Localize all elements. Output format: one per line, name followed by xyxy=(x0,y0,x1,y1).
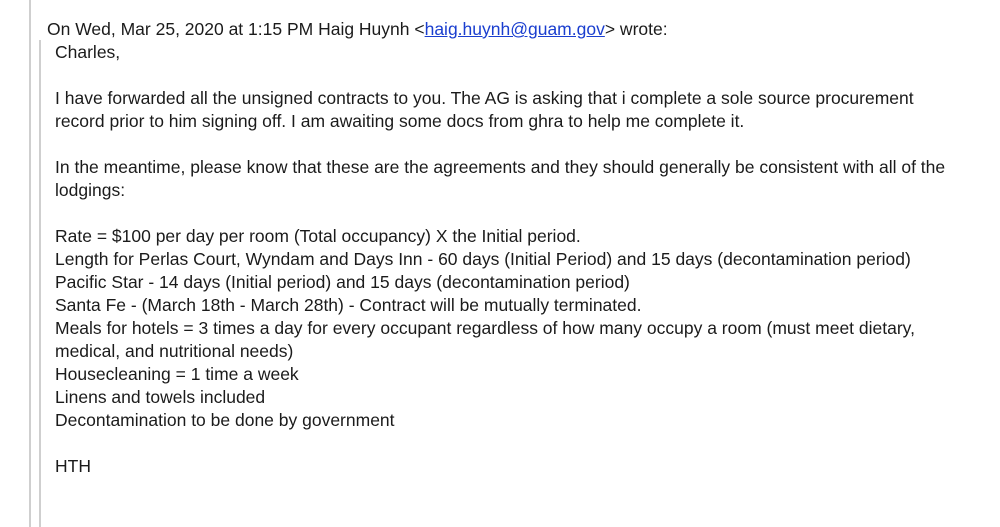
term-decontamination: Decontamination to be done by government xyxy=(55,410,395,430)
paragraph-forwarded-contracts xyxy=(55,87,975,133)
body-line: record prior to him signing off. I am awaiting some docs from ghra to help me complete it. xyxy=(55,111,745,131)
term-pacific-star: Pacific Star - 14 days (Initial period) and 15 days (decontamination period) xyxy=(55,272,630,292)
quoted-email-header xyxy=(47,17,668,41)
sender-email-link[interactable]: haig.huynh@guam.gov xyxy=(424,19,605,39)
email-body xyxy=(55,41,975,478)
greeting: Charles, xyxy=(55,42,121,62)
term-rate: Rate = $100 per day per room (Total occupancy) X the Initial period. xyxy=(55,226,581,246)
term-linens: Linens and towels included xyxy=(55,387,266,407)
term-meals: Meals for hotels = 3 times a day for every occupant regardless of how many occupy a room (must meet dietary, xyxy=(55,318,915,338)
header-prefix: On Wed, Mar 25, 2020 at 1:15 PM Haig Huynh < xyxy=(47,19,425,39)
agreement-terms-list xyxy=(55,225,975,432)
quote-bar-inner xyxy=(39,40,41,527)
paragraph-gap xyxy=(55,202,975,225)
term-santa-fe: Santa Fe - (March 18th - March 28th) - Contract will be mutually terminated. xyxy=(55,295,642,315)
quote-bar-outer xyxy=(29,0,31,527)
term-housecleaning: Housecleaning = 1 time a week xyxy=(55,364,299,384)
term-length: Length for Perlas Court, Wyndam and Days Inn - 60 days (Initial Period) and 15 days (decontamination period) xyxy=(55,249,911,269)
paragraph-gap xyxy=(55,64,975,87)
header-suffix: > wrote: xyxy=(604,19,668,39)
paragraph-gap xyxy=(55,432,975,455)
body-line: I have forwarded all the unsigned contracts to you. The AG is asking that i complete a sole source procurement xyxy=(55,88,914,108)
signoff: HTH xyxy=(55,456,91,476)
paragraph-meantime xyxy=(55,156,975,202)
term-meals-continued: medical, and nutritional needs) xyxy=(55,341,294,361)
body-line: lodgings: xyxy=(55,180,126,200)
paragraph-gap xyxy=(55,133,975,156)
body-line: In the meantime, please know that these are the agreements and they should generally be consistent with all of the xyxy=(55,157,946,177)
